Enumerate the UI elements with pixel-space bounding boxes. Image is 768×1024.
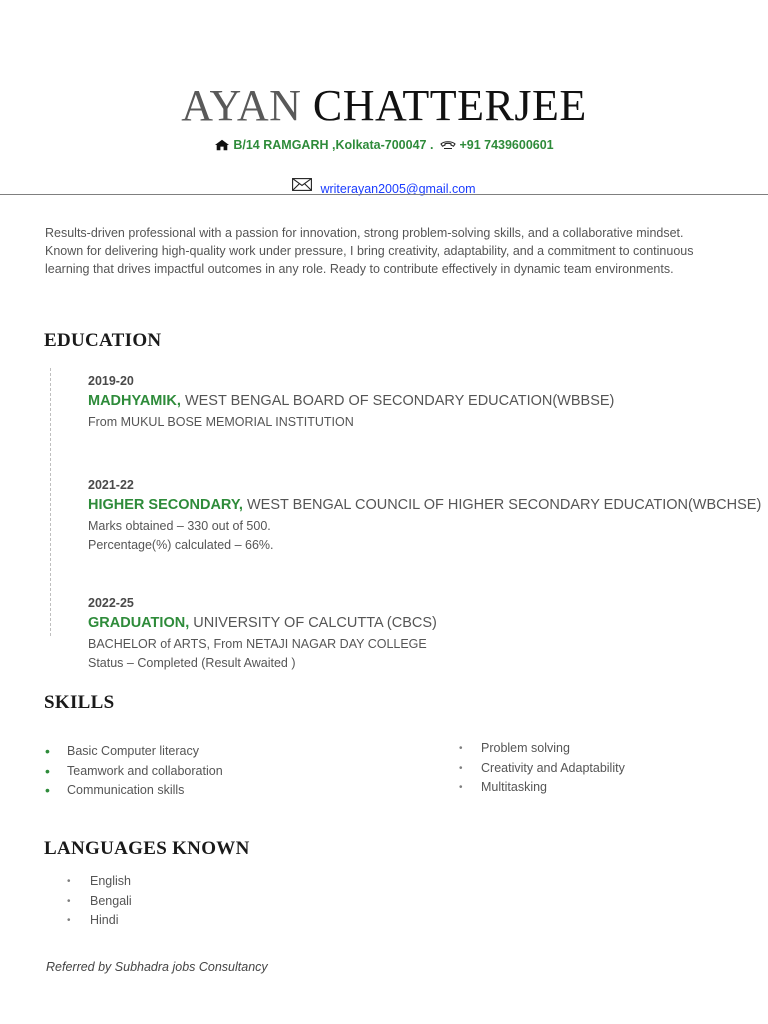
education-year: 2021-22 [88,478,134,492]
header-divider [0,194,768,195]
first-name: AYAN [181,81,302,130]
bullet-icon: • [67,915,71,926]
education-detail: Percentage(%) calculated – 66%. [88,538,274,552]
board-name: WEST BENGAL BOARD OF SECONDARY EDUCATION(WBBSE) [184,393,615,409]
languages-heading: LANGUAGES KNOWN [44,838,250,859]
language-label: English [90,874,131,888]
contact-line [0,138,768,152]
bullet-icon: • [459,782,463,793]
list-item [45,762,223,782]
bullet-icon: • [45,743,50,759]
bullet-icon: • [45,782,50,798]
education-detail: BACHELOR of ARTS, From NETAJI NAGAR DAY COLLEGE [88,637,427,651]
list-item [67,892,132,912]
phone-text: +91 7439600601 [459,138,554,152]
list-item [459,739,625,759]
skill-label: Teamwork and collaboration [67,763,223,778]
professional-summary: Results-driven professional with a passion for innovation, strong problem-solving skills, and a collaborative mindset. Known for delivering high-quality work under pressure, I bring creativity, adaptability, and a commitment to continuous learning that drives impactful outcomes in any role. Ready to contribute effectively in dynamic team environments. [45,226,694,277]
bullet-icon: • [459,743,463,754]
list-item [45,742,223,762]
board-name: WEST BENGAL COUNCIL OF HIGHER SECONDARY EDUCATION(WBCHSE) [247,497,762,513]
board-name: UNIVERSITY OF CALCUTTA (CBCS) [193,615,437,631]
list-item [67,872,132,892]
education-year: 2022-25 [88,596,134,610]
phone-handset-icon [440,140,456,151]
skill-label: Creativity and Adaptability [481,760,625,775]
education-detail: Marks obtained – 330 out of 500. [88,519,271,533]
referral-note: Referred by Subhadra jobs Consultancy [46,960,268,974]
education-detail: From MUKUL BOSE MEMORIAL INSTITUTION [88,415,354,429]
language-label: Hindi [90,913,119,927]
list-item [67,911,132,931]
skill-label: Communication skills [67,783,185,797]
education-entry-graduation [88,596,748,673]
list-item [459,778,625,798]
last-name: CHATTERJEE [312,81,587,130]
skills-list-right [459,739,625,798]
education-entry-madhyamik [88,374,748,432]
education-year: 2019-20 [88,374,134,388]
degree-name: HIGHER SECONDARY, [88,497,243,513]
address-text: B/14 RAMGARH ,Kolkata-700047 . [233,138,434,152]
education-title [88,615,748,631]
education-heading: EDUCATION [44,330,162,351]
education-title [88,393,748,409]
education-entry-higher-secondary [88,478,762,555]
language-label: Bengali [90,893,132,908]
skill-label: Basic Computer literacy [67,744,199,758]
education-detail: Status – Completed (Result Awaited ) [88,656,296,670]
skill-label: Problem solving [481,741,570,755]
degree-name: MADHYAMIK, [88,393,181,409]
bullet-icon: • [459,762,463,774]
skills-heading: SKILLS [44,692,115,713]
education-title [88,497,762,513]
languages-list [67,872,132,931]
bullet-icon: • [67,876,71,887]
degree-name: GRADUATION, [88,615,190,631]
email-link[interactable]: writerayan2005@gmail.com [320,182,476,196]
list-item [459,759,625,779]
candidate-name [0,80,768,132]
education-timeline [50,368,51,636]
list-item [45,781,223,801]
skills-list-left [45,742,223,801]
bullet-icon: • [67,895,71,907]
skill-label: Multitasking [481,780,547,794]
bullet-icon: • [45,762,50,779]
home-icon [214,139,230,151]
